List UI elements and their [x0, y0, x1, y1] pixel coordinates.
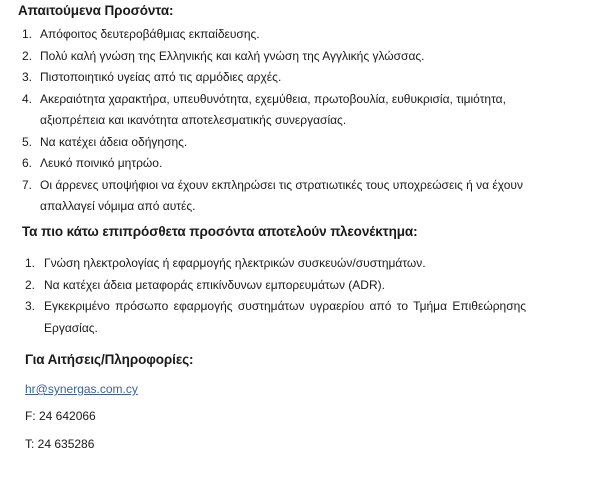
- item-number: 4.: [22, 91, 33, 106]
- advantage-qualifications-list: [25, 253, 526, 339]
- item-text: Να κατέχει άδεια οδήγησης.: [40, 134, 188, 149]
- item-number: 7.: [22, 177, 33, 192]
- item-number: 1.: [25, 256, 36, 270]
- list-item: [22, 153, 523, 175]
- list-item: [22, 67, 523, 89]
- item-text: Εγκεκριμένο πρόσωπο εφαρμογής συστημάτων υγραερίου από το Τμήμα Επιθεώρησης: [44, 299, 527, 313]
- item-text: Γνώση ηλεκτρολογίας ή εφαρμογής ηλεκτρικών συσκευών/συστημάτων.: [44, 256, 426, 270]
- item-number: 2.: [25, 277, 36, 292]
- fax-number: F: 24 642066: [25, 409, 96, 423]
- item-text-continuation: Εργασίας.: [44, 320, 98, 335]
- item-text: Λευκό ποινικό μητρώο.: [40, 156, 163, 170]
- list-item: [22, 24, 523, 46]
- item-text: Απόφοιτος δευτεροβάθμιας εκπαίδευσης.: [40, 27, 260, 41]
- item-text: Πολύ καλή γνώση της Ελληνικής και καλή γνώση της Αγγλικής γλώσσας.: [40, 48, 425, 63]
- required-qualifications-heading: Απαιτούμενα Προσόντα:: [18, 3, 174, 18]
- item-number: 6.: [22, 156, 33, 170]
- item-number: 3.: [22, 70, 33, 84]
- item-number: 5.: [22, 134, 33, 149]
- list-item: [22, 132, 523, 154]
- list-item: [25, 275, 526, 297]
- list-item: [25, 296, 526, 339]
- email-link[interactable]: hr@synergas.com.cy: [25, 382, 138, 396]
- item-text: Πιστοποιητικό υγείας από τις αρμόδιες αρχές.: [40, 70, 282, 84]
- item-text: Οι άρρενες υποψήφιοι να έχουν εκπληρώσει τις στρατιωτικές τους υποχρεώσεις ή να έχουν: [40, 177, 523, 192]
- item-number: 2.: [22, 48, 33, 63]
- item-text-continuation: αξιοπρέπεια και ικανότητα αποτελεσματικής συνεργασίας.: [40, 113, 347, 127]
- list-item: [22, 46, 523, 68]
- item-text: Να κατέχει άδεια μεταφοράς επικίνδυνων εμπορευμάτων (ADR).: [44, 277, 385, 292]
- list-item: [22, 89, 523, 132]
- contact-heading: Για Αιτήσεις/Πληροφορίες:: [25, 352, 194, 367]
- required-qualifications-list: [22, 24, 523, 218]
- list-item: [25, 253, 526, 275]
- phone-number: T: 24 635286: [25, 437, 95, 451]
- item-number: 1.: [22, 27, 33, 41]
- item-text: Ακεραιότητα χαρακτήρα, υπευθυνότητα, εχεμύθεια, πρωτοβουλία, ευθυκρισία, τιμιότητα,: [40, 91, 506, 106]
- item-number: 3.: [25, 299, 36, 313]
- list-item: [22, 175, 523, 218]
- item-text-continuation: απαλλαγεί νόμιμα από αυτές.: [40, 199, 196, 213]
- advantage-qualifications-heading: Τα πιο κάτω επιπρόσθετα προσόντα αποτελούν πλεονέκτημα:: [22, 224, 418, 239]
